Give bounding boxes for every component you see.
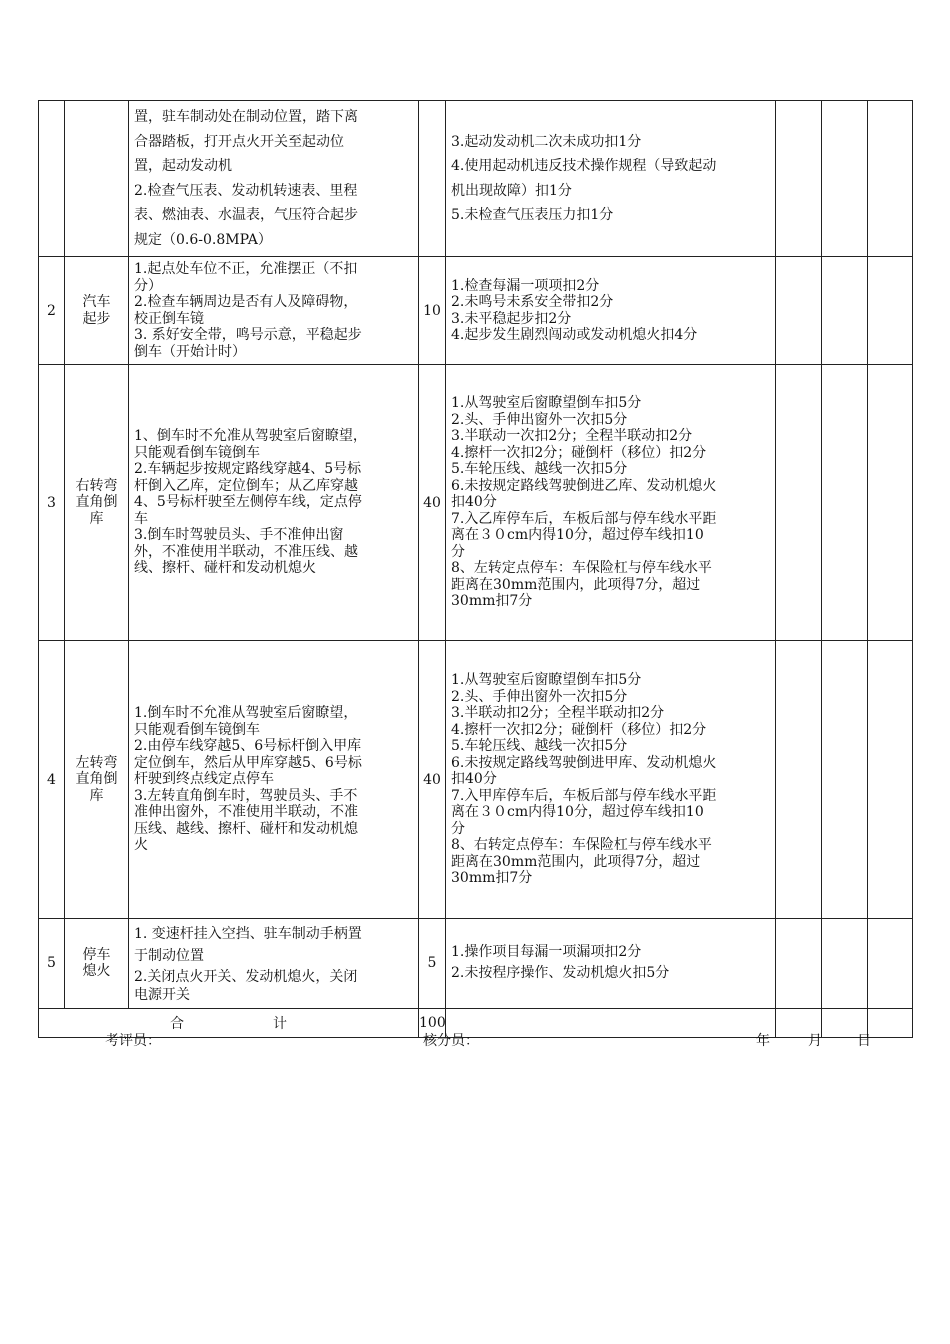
blank-cell[interactable] bbox=[776, 919, 822, 1009]
criteria-line: 距离在30mm范围内，此项得7分，超过 bbox=[451, 853, 701, 870]
requirement-line: 4、5号标杆驶至左侧停车线，定点停 bbox=[134, 494, 362, 511]
score-cell: 40 bbox=[419, 365, 446, 641]
criteria-line: 2.头、手伸出窗外一次扣5分 bbox=[451, 411, 628, 428]
criteria-line: 2.未鸣号未系安全带扣2分 bbox=[451, 294, 614, 310]
criteria-cell bbox=[446, 101, 776, 257]
criteria-line: 离在３０cm内得10分，超过停车线扣10 bbox=[451, 804, 704, 821]
item-name-line: 右转弯 bbox=[75, 477, 118, 494]
item-name-line: 库 bbox=[89, 787, 104, 804]
day-label: 日 bbox=[857, 1033, 871, 1049]
table-row bbox=[39, 257, 913, 365]
requirement-line: 电源开关 bbox=[134, 987, 190, 1003]
score-cell: 5 bbox=[419, 919, 446, 1009]
row-number: 2 bbox=[39, 257, 65, 365]
item-name-line: 汽车 bbox=[82, 294, 111, 310]
requirement-line: 杆驶到终点线定点停车 bbox=[134, 771, 274, 788]
requirement-line: 压线、越线、擦杆、碰杆和发动机熄 bbox=[134, 820, 358, 837]
requirement-line: 1. 变速杆挂入空挡、驻车制动手柄置 bbox=[134, 926, 362, 942]
criteria-line: 分 bbox=[451, 820, 465, 837]
total-label-right: 计 bbox=[272, 1015, 287, 1032]
criteria-line: 2.头、手伸出窗外一次扣5分 bbox=[451, 688, 628, 705]
criteria-line: 3.半联动一次扣2分；全程半联动扣2分 bbox=[451, 428, 693, 445]
examiner-label: 考评员： bbox=[105, 1033, 161, 1049]
requirement-line: 外，不准使用半联动，不准压线、越 bbox=[134, 543, 358, 560]
criteria-line: 4.起步发生剧烈闯动或发动机熄火扣4分 bbox=[451, 327, 698, 343]
criteria-line: 5.车轮压线、越线一次扣5分 bbox=[451, 738, 628, 755]
requirement-line: 2.检查车辆周边是否有人及障碍物， bbox=[134, 294, 358, 310]
year-label: 年 bbox=[756, 1033, 770, 1049]
requirement-line: 校正倒车镜 bbox=[134, 310, 204, 327]
criteria-line: 3.未平稳起步扣2分 bbox=[451, 310, 572, 327]
criteria-line: 8、左转定点停车：车保险杠与停车线水平 bbox=[451, 560, 712, 577]
criteria-cell bbox=[446, 641, 776, 919]
requirement-line: 1.倒车时不允准从驾驶室后窗瞭望， bbox=[134, 705, 358, 722]
blank-cell[interactable] bbox=[776, 101, 822, 257]
requirements-cell bbox=[129, 365, 419, 641]
criteria-line: 5.未检查气压表压力扣1分 bbox=[451, 207, 614, 223]
requirements-cell bbox=[129, 641, 419, 919]
requirement-line: 置，起动发动机 bbox=[134, 158, 232, 174]
item-name-line: 停车 bbox=[82, 946, 111, 963]
blank-cell[interactable] bbox=[822, 365, 868, 641]
criteria-line: 3.半联动扣2分；全程半联动扣2分 bbox=[451, 705, 665, 722]
blank-cell[interactable] bbox=[868, 101, 913, 257]
row-number: 5 bbox=[39, 919, 65, 1009]
requirements-cell bbox=[129, 257, 419, 365]
item-name bbox=[65, 101, 129, 257]
criteria-line: 1.操作项目每漏一项漏项扣2分 bbox=[451, 944, 642, 961]
criteria-line: 3.起动发动机二次未成功扣1分 bbox=[451, 133, 642, 150]
requirement-line: 1.起点处车位不正，允准摆正（不扣 bbox=[134, 261, 358, 277]
checker-label: 核分员： bbox=[423, 1033, 479, 1049]
requirement-line: 火 bbox=[134, 837, 148, 854]
criteria-line: 30mm扣7分 bbox=[451, 870, 533, 887]
criteria-line: 离在３０cm内得10分，超过停车线扣10 bbox=[451, 527, 704, 544]
criteria-line: 4.使用起动机违反技术操作规程（导致起动 bbox=[451, 158, 717, 174]
blank-cell[interactable] bbox=[776, 641, 822, 919]
requirement-line: 只能观看倒车镜倒车 bbox=[134, 721, 260, 738]
blank-cell[interactable] bbox=[868, 919, 913, 1009]
scoring-sheet bbox=[38, 100, 912, 1038]
requirement-line: 杆倒入乙库，定位倒车；从乙库穿越 bbox=[134, 477, 358, 494]
item-name-line: 直角倒 bbox=[75, 771, 118, 788]
requirement-line: 3. 系好安全带，鸣号示意，平稳起步 bbox=[134, 327, 362, 343]
item-name bbox=[65, 641, 129, 919]
criteria-line: 机出现故障）扣1分 bbox=[451, 182, 572, 199]
table-row bbox=[39, 919, 913, 1009]
scoring-table bbox=[38, 100, 913, 1038]
row-number: 4 bbox=[39, 641, 65, 919]
row-number bbox=[39, 101, 65, 257]
total-score: 100 bbox=[419, 1008, 446, 1037]
item-name bbox=[65, 919, 129, 1009]
criteria-line: 2.未按程序操作、发动机熄火扣5分 bbox=[451, 965, 670, 982]
requirement-line: 合器踏板，打开点火开关至起动位 bbox=[134, 133, 344, 150]
requirement-line: 1、倒车时不允准从驾驶室后窗瞭望， bbox=[134, 428, 367, 445]
requirement-line: 规定（0.6-0.8MPA） bbox=[134, 231, 272, 248]
requirement-line: 3.左转直角倒车时，驾驶员头、手不 bbox=[134, 787, 358, 804]
requirements-cell bbox=[129, 101, 419, 257]
criteria-line: 距离在30mm范围内，此项得7分，超过 bbox=[451, 576, 701, 593]
item-name-line: 左转弯 bbox=[75, 754, 118, 771]
requirement-line: 置，驻车制动处在制动位置，踏下离 bbox=[134, 109, 358, 125]
criteria-line: 5.车轮压线、越线一次扣5分 bbox=[451, 461, 628, 478]
criteria-line: 扣40分 bbox=[451, 494, 497, 511]
requirement-line: 于制动位置 bbox=[134, 948, 204, 964]
score-cell: 10 bbox=[419, 257, 446, 365]
blank-cell[interactable] bbox=[822, 257, 868, 365]
score-cell bbox=[419, 101, 446, 257]
requirement-line: 2.关闭点火开关、发动机熄火，关闭 bbox=[134, 969, 358, 985]
blank-cell[interactable] bbox=[868, 257, 913, 365]
criteria-line: 4.擦杆一次扣2分；碰倒杆（移位）扣2分 bbox=[451, 444, 707, 461]
signature-footer bbox=[0, 1030, 950, 1050]
criteria-line: 1.从驾驶室后窗瞭望倒车扣5分 bbox=[451, 395, 642, 412]
item-name-line: 起步 bbox=[82, 310, 111, 327]
criteria-line: 分 bbox=[451, 543, 465, 560]
blank-cell[interactable] bbox=[868, 641, 913, 919]
requirement-line: 表、燃油表、水温表，气压符合起步 bbox=[134, 207, 358, 223]
total-label-left: 合 bbox=[170, 1015, 185, 1032]
item-name-line: 库 bbox=[89, 510, 104, 527]
criteria-cell bbox=[446, 365, 776, 641]
requirements-cell bbox=[129, 919, 419, 1009]
requirement-line: 2.由停车线穿越5、6号标杆倒入甲库 bbox=[134, 738, 362, 755]
table-row bbox=[39, 641, 913, 919]
row-number: 3 bbox=[39, 365, 65, 641]
score-cell: 40 bbox=[419, 641, 446, 919]
blank-cell[interactable] bbox=[868, 365, 913, 641]
item-name-line: 熄火 bbox=[82, 963, 111, 980]
blank-cell[interactable] bbox=[776, 365, 822, 641]
criteria-line: 7.入乙库停车后，车板后部与停车线水平距 bbox=[451, 510, 717, 527]
criteria-line: 8、右转定点停车：车保险杠与停车线水平 bbox=[451, 837, 712, 854]
table-row bbox=[39, 101, 913, 257]
requirement-line: 只能观看倒车镜倒车 bbox=[134, 444, 260, 461]
month-label: 月 bbox=[808, 1033, 822, 1049]
criteria-line: 扣40分 bbox=[451, 771, 497, 788]
requirement-line: 倒车（开始计时） bbox=[134, 343, 246, 360]
blank-cell[interactable] bbox=[822, 641, 868, 919]
requirement-line: 3.倒车时驾驶员头、手不准伸出窗 bbox=[134, 527, 344, 544]
table-row bbox=[39, 365, 913, 641]
blank-cell[interactable] bbox=[822, 101, 868, 257]
criteria-line: 6.未按规定路线驾驶倒进甲库、发动机熄火 bbox=[451, 754, 717, 771]
criteria-line: 1.从驾驶室后窗瞭望倒车扣5分 bbox=[451, 672, 642, 689]
requirement-line: 线、擦杆、碰杆和发动机熄火 bbox=[134, 560, 316, 577]
requirement-line: 准伸出窗外，不准使用半联动，不准 bbox=[134, 804, 358, 821]
criteria-line: 4.擦杆一次扣2分；碰倒杆（移位）扣2分 bbox=[451, 721, 707, 738]
criteria-line: 7.入甲库停车后，车板后部与停车线水平距 bbox=[451, 787, 717, 804]
item-name bbox=[65, 257, 129, 365]
requirement-line: 定位倒车，然后从甲库穿越5、6号标 bbox=[134, 754, 362, 771]
item-name-line: 直角倒 bbox=[75, 494, 118, 511]
requirement-line: 2.检查气压表、发动机转速表、里程 bbox=[134, 182, 358, 199]
blank-cell[interactable] bbox=[822, 919, 868, 1009]
item-name bbox=[65, 365, 129, 641]
criteria-cell bbox=[446, 919, 776, 1009]
criteria-line: 6.未按规定路线驾驶倒进乙库、发动机熄火 bbox=[451, 477, 717, 494]
criteria-cell bbox=[446, 257, 776, 365]
requirement-line: 分） bbox=[134, 277, 162, 294]
criteria-line: 30mm扣7分 bbox=[451, 593, 533, 610]
requirement-line: 车 bbox=[134, 510, 148, 527]
blank-cell[interactable] bbox=[776, 257, 822, 365]
criteria-line: 1.检查每漏一项项扣2分 bbox=[451, 277, 600, 294]
requirement-line: 2.车辆起步按规定路线穿越4、5号标 bbox=[134, 461, 362, 478]
